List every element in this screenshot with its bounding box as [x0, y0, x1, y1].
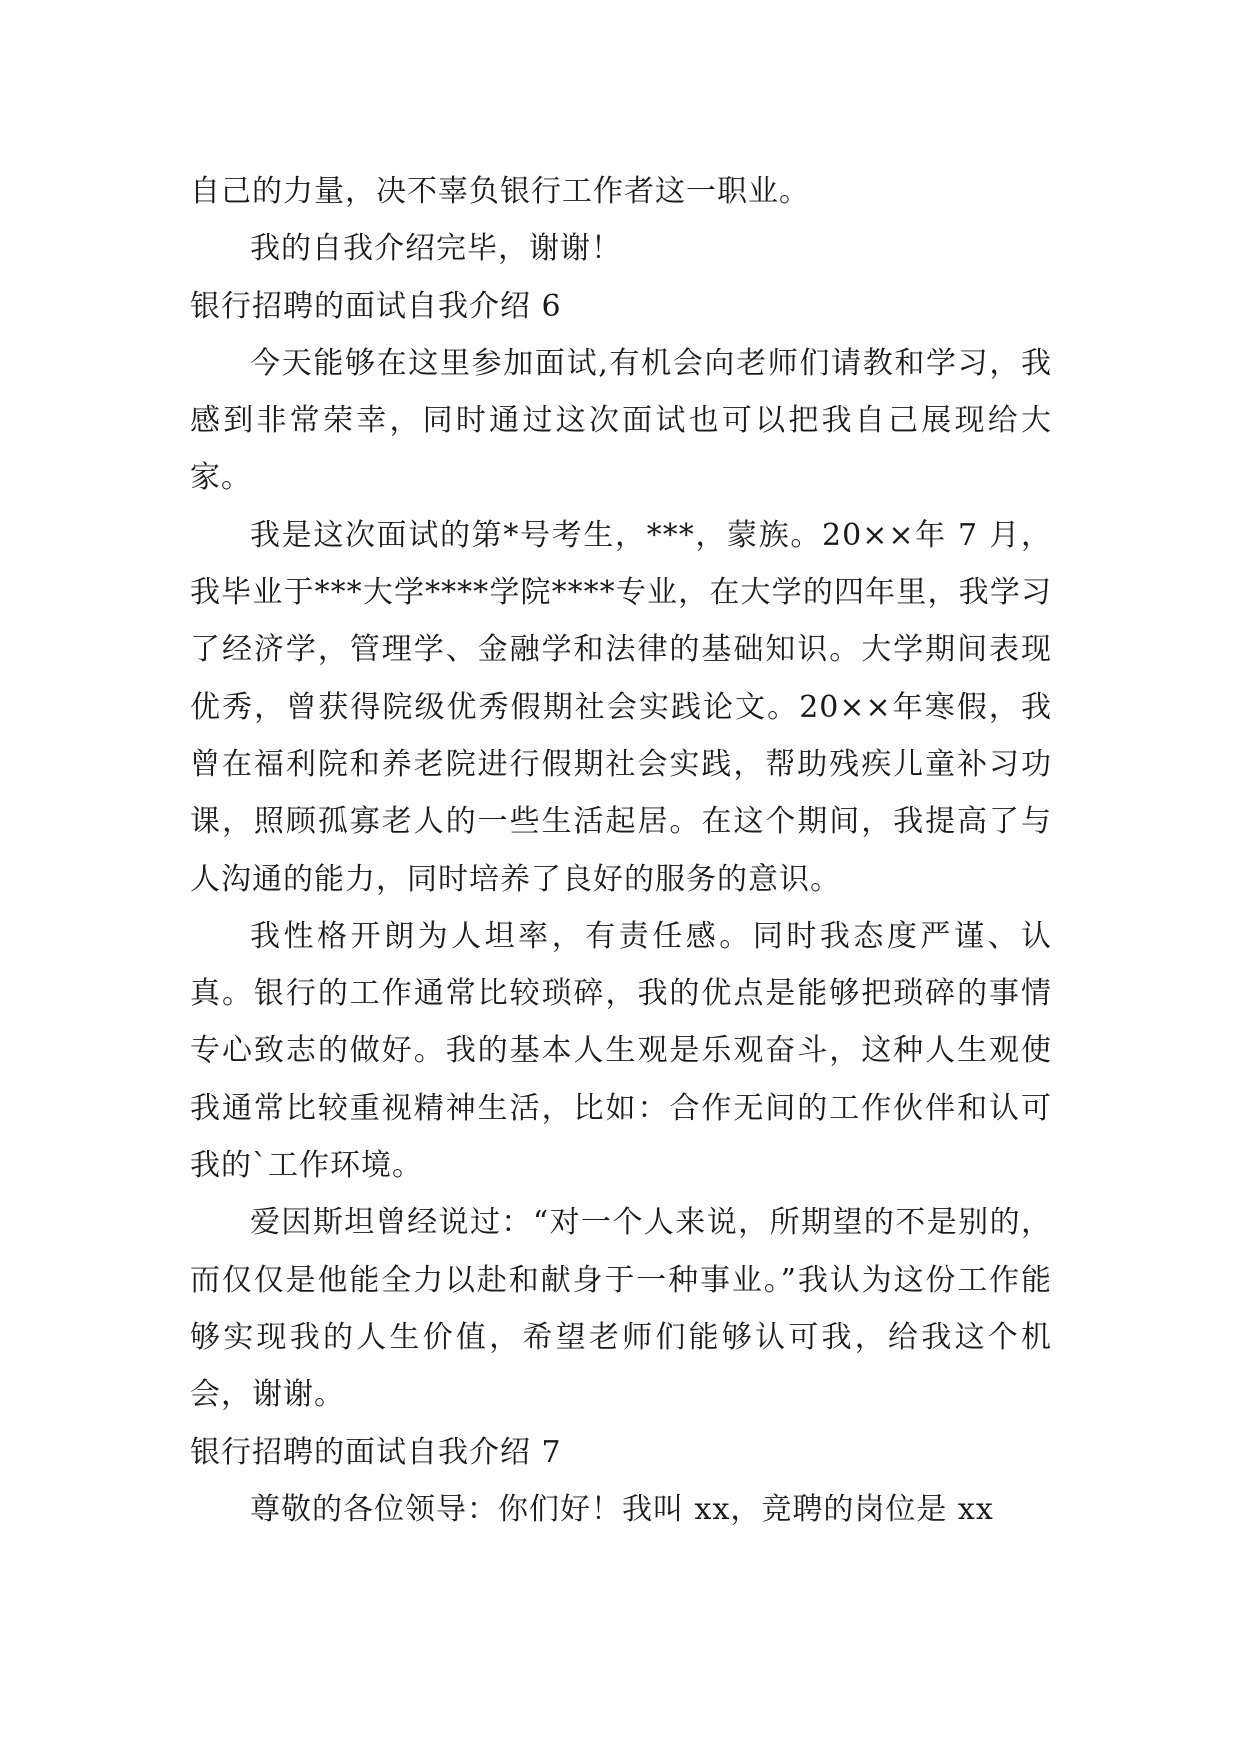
paragraph-personality: 我性格开朗为人坦率，有责任感。同时我态度严谨、认真。银行的工作通常比较琐碎，我的优点是能够把琐碎的事情专心致志的做好。我的基本人生观是乐观奋斗，这种人生观使我通常比较重视精神生活，比如：合作无间的工作伙伴和认可我的`工作环境。 [190, 918, 1052, 1184]
paragraph-closing: 我的自我介绍完毕，谢谢！ [250, 231, 622, 267]
paragraph-quote: 爱因斯坦曾经说过：“对一个人来说，所期望的不是别的，而仅仅是他能全力以赴和献身于一种事业。”我认为这份工作能够实现我的人生价值，希望老师们能够认可我，给我这个机会，谢谢。 [190, 1205, 1052, 1413]
paragraph-continuation: 自己的力量，决不辜负银行工作者这一职业。 [190, 174, 810, 209]
paragraph-opening: 今天能够在这里参加面试,有机会向老师们请教和学习，我感到非常荣幸，同时通过这次面试也可以把我自己展现给大家。 [190, 345, 1052, 496]
document-body [190, 163, 1052, 1538]
paragraph-background: 我是这次面试的第*号考生，***，蒙族。20××年 7 月，我毕业于***大学****学院****专业，在大学的四年里，我学习了经济学，管理学、金融学和法律的基础知识。大学期间表现优秀，曾获得院级优秀假期社会实践论文。20××年寒假，我曾在福利院和养老院进行假期社会实践，帮助残疾儿童补习功课，照顾孤寡老人的一些生活起居。在这个期间，我提高了与人沟通的能力，同时培养了良好的服务的意识。 [190, 517, 1052, 897]
paragraph-greeting: 尊敬的各位领导：你们好！我叫 xx，竞聘的岗位是 xx [250, 1491, 994, 1527]
section-heading-7: 银行招聘的面试自我介绍 7 [190, 1434, 562, 1470]
section-heading-6: 银行招聘的面试自我介绍 6 [190, 288, 562, 324]
